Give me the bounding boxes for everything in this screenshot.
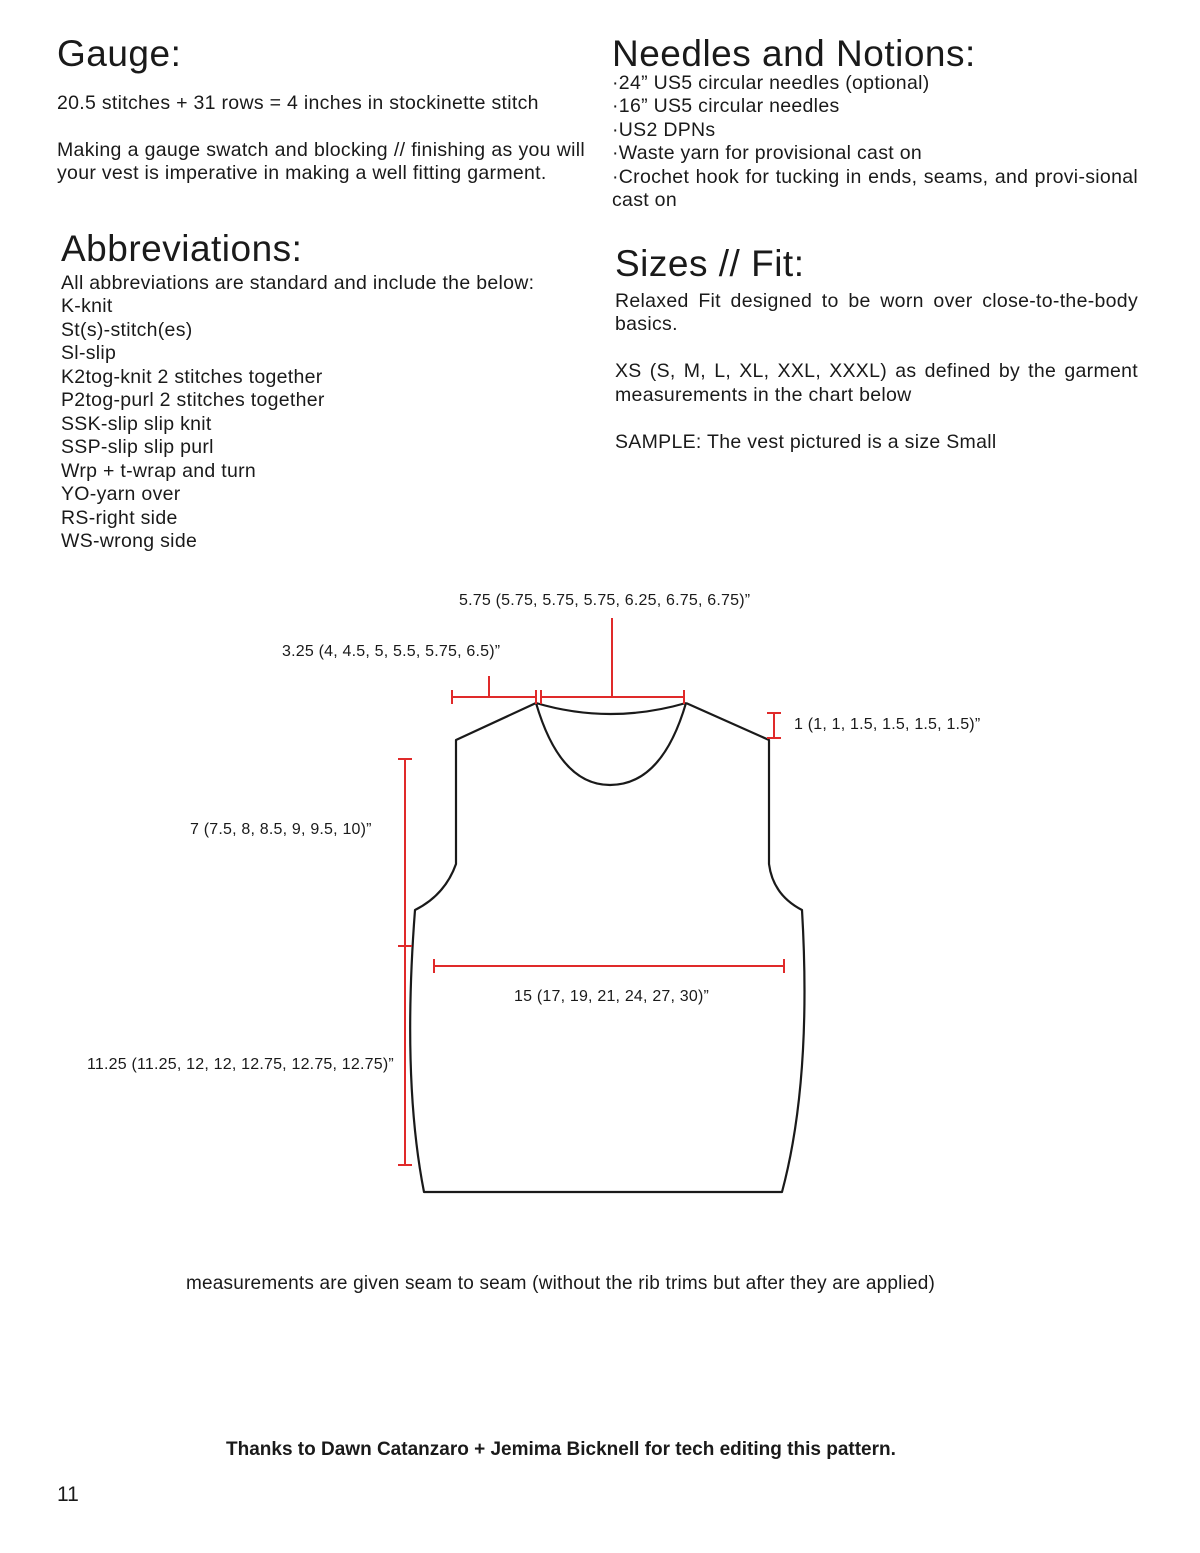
abbreviations-intro: All abbreviations are standard and include the below: [61,271,535,294]
abbreviation-item: RS-right side [61,506,178,529]
abbreviation-item: WS-wrong side [61,530,198,553]
abbreviation-item: St(s)-stitch(es) [61,318,193,341]
gauge-stitch-count: 20.5 stitches + 31 rows = 4 inches in stockinette stitch [57,91,539,114]
shoulder-width-label: 3.25 (4, 4.5, 5, 5.5, 5.75, 6.5)” [282,643,501,660]
needles-item: ·Waste yarn for provisional cast on [612,142,922,165]
needles-item: ·Crochet hook for tucking in ends, seams, and provi-sional cast on [612,165,1138,212]
abbreviation-item: P2tog-purl 2 stitches together [61,389,325,412]
width-label: 15 (17, 19, 21, 24, 27, 30)” [514,988,710,1005]
measurement-note: measurements are given seam to seam (without the rib trims but after they are applied) [186,1273,936,1294]
abbreviation-item: K2tog-knit 2 stitches together [61,365,323,388]
vest-outline [410,703,804,1192]
sizes-heading: Sizes // Fit: [615,243,805,284]
body-length-label: 11.25 (11.25, 12, 12, 12.75, 12.75, 12.75)” [87,1056,394,1073]
abbreviation-item: K-knit [61,295,113,318]
needles-item: ·24” US5 circular needles (optional) [612,71,930,94]
gauge-heading: Gauge: [57,33,182,74]
neckline-front [536,703,686,785]
abbreviation-item: YO-yarn over [61,483,181,506]
thanks-credit: Thanks to Dawn Catanzaro + Jemima Bicknell for tech editing this pattern. [226,1439,896,1460]
sample-size: SAMPLE: The vest pictured is a size Small [615,430,997,453]
abbreviation-item: SSP-slip slip purl [61,436,214,459]
shoulder-drop-label: 1 (1, 1, 1.5, 1.5, 1.5, 1.5)” [794,716,981,733]
abbreviations-heading: Abbreviations: [61,228,303,269]
needles-item: ·US2 DPNs [612,118,716,141]
needles-item: ·16” US5 circular needles [612,95,840,118]
abbreviation-item: Sl-slip [61,342,117,365]
abbreviation-item: Wrp + t-wrap and turn [61,459,257,482]
armhole-depth-label: 7 (7.5, 8, 8.5, 9, 9.5, 10)” [190,821,372,838]
gauge-swatch-note: Making a gauge swatch and blocking // finishing as you will your vest is imperative in making a well fitting garment. [57,138,585,185]
neck-width-label: 5.75 (5.75, 5.75, 5.75, 6.25, 6.75, 6.75)” [459,592,751,609]
size-range: XS (S, M, L, XL, XXL, XXXL) as defined by the garment measurements in the chart below [615,360,1138,406]
neckline-back [536,703,686,714]
abbreviation-item: SSK-slip slip knit [61,412,212,435]
fit-description: Relaxed Fit designed to be worn over close-to-the-body basics. [615,289,1138,336]
page-number: 11 [57,1483,79,1506]
needles-heading: Needles and Notions: [612,33,976,74]
